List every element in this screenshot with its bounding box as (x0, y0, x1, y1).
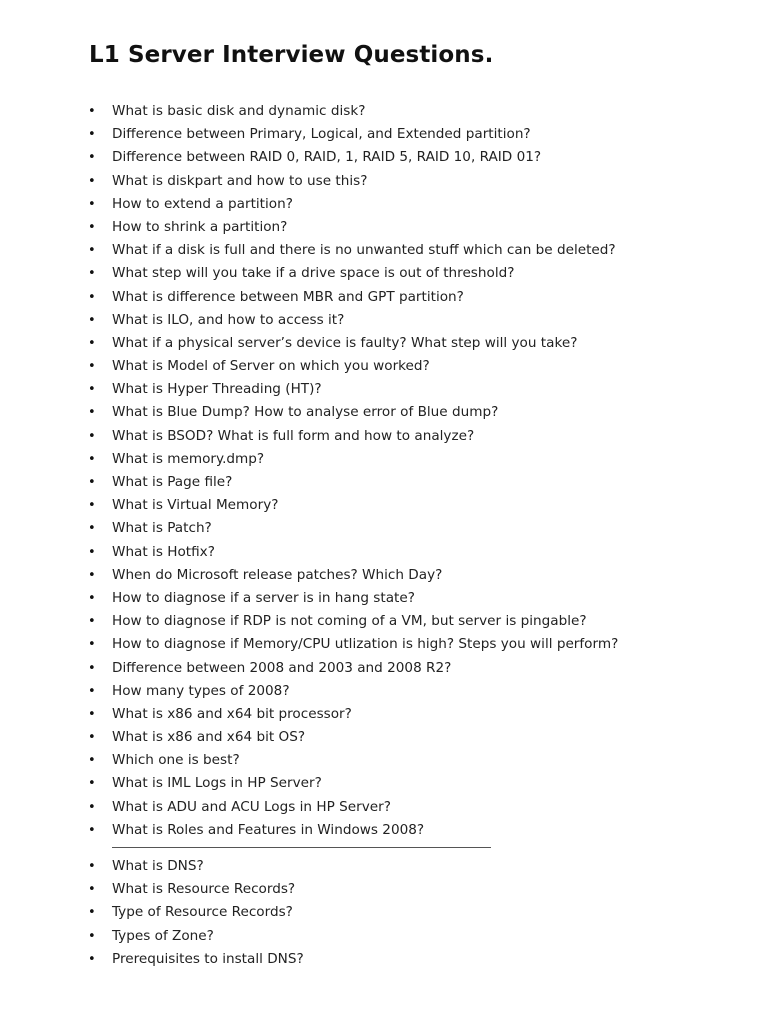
question-text: Type of Resource Records? (112, 904, 293, 921)
question-text: How to diagnose if RDP is not coming of a VM, but server is pingable? (112, 613, 587, 630)
question-text: What if a disk is full and there is no unwanted stuff which can be deleted? (112, 242, 616, 259)
page-title: L1 Server Interview Questions. (89, 42, 494, 68)
question-text: What is x86 and x64 bit processor? (112, 705, 352, 722)
question-text: How to diagnose if Memory/CPU utlization is high? Steps you will perform? (112, 636, 619, 653)
question-text: Difference between 2008 and 2003 and 2008 R2? (112, 659, 452, 676)
bullet-icon: • (88, 753, 96, 769)
bullet-icon: • (88, 799, 96, 815)
bullet-icon: • (88, 822, 96, 838)
bullet-icon: • (88, 567, 96, 583)
bullet-icon: • (88, 150, 96, 166)
bullet-icon: • (88, 359, 96, 375)
bullet-icon: • (88, 475, 96, 490)
question-text: How to extend a partition? (112, 195, 293, 212)
question-text: What step will you take if a drive space is out of threshold? (112, 265, 515, 282)
bullet-icon: • (88, 405, 96, 421)
bullet-icon: • (88, 637, 96, 653)
bullet-icon: • (88, 614, 96, 630)
question-text: Difference between RAID 0, RAID, 1, RAID 5, RAID 10, RAID 01? (112, 149, 542, 166)
bullet-icon: • (88, 104, 96, 119)
bullet-icon: • (88, 243, 96, 259)
bullet-icon: • (88, 951, 96, 967)
bullet-icon: • (88, 683, 96, 699)
bullet-icon: • (88, 428, 96, 444)
bullet-icon: • (88, 706, 96, 722)
question-text: What is Patch? (112, 520, 212, 537)
question-text: What is memory.dmp? (112, 450, 265, 467)
question-text: What is x86 and x64 bit OS? (112, 729, 306, 746)
bullet-icon: • (88, 905, 96, 921)
bullet-icon: • (88, 660, 96, 676)
bullet-icon: • (88, 289, 96, 305)
bullet-icon: • (88, 312, 96, 328)
question-text: How many types of 2008? (112, 682, 290, 699)
bullet-icon: • (88, 928, 96, 944)
question-text: What is IML Logs in HP Server? (112, 775, 322, 792)
bullet-icon: • (88, 451, 96, 467)
question-text: What is diskpart and how to use this? (112, 172, 368, 189)
question-text: What is Blue Dump? How to analyse error of Blue dump? (112, 404, 499, 421)
question-text: What if a physical server’s device is faulty? What step will you take? (112, 334, 578, 351)
question-text: What is Page file? (112, 474, 233, 490)
question-text: What is Model of Server on which you worked? (112, 358, 430, 375)
bullet-icon: • (88, 590, 96, 606)
question-text: What is Resource Records? (112, 881, 296, 898)
question-text: Difference between Primary, Logical, and Extended partition? (112, 126, 531, 143)
bullet-icon: • (88, 335, 96, 351)
bullet-icon: • (88, 498, 96, 514)
bullet-icon: • (88, 776, 96, 792)
bullet-icon: • (88, 219, 96, 235)
question-text: What is basic disk and dynamic disk? (112, 103, 366, 119)
bullet-icon: • (88, 859, 96, 874)
bullet-icon: • (88, 127, 96, 143)
question-text: What is difference between MBR and GPT partition? (112, 288, 464, 305)
question-text: What is BSOD? What is full form and how to analyze? (112, 427, 475, 444)
question-text: How to diagnose if a server is in hang state? (112, 589, 415, 606)
bullet-icon: • (88, 544, 96, 560)
question-text: Prerequisites to install DNS? (112, 950, 304, 967)
section-divider (112, 847, 491, 848)
bullet-icon: • (88, 730, 96, 746)
question-text: How to shrink a partition? (112, 218, 288, 235)
bullet-icon: • (88, 882, 96, 898)
question-text: What is Hyper Threading (HT)? (112, 381, 322, 398)
question-text: What is ILO, and how to access it? (112, 311, 345, 328)
bullet-icon: • (88, 382, 96, 398)
question-text: When do Microsoft release patches? Which Day? (112, 566, 443, 583)
question-text: Types of Zone? (112, 927, 214, 944)
question-text: What is Hotfix? (112, 543, 215, 560)
bullet-icon: • (88, 173, 96, 189)
question-text: Which one is best? (112, 752, 240, 769)
bullet-icon: • (88, 266, 96, 282)
question-text: What is Roles and Features in Windows 2008? (112, 821, 425, 838)
bullet-icon: • (88, 196, 96, 212)
question-text: What is Virtual Memory? (112, 497, 279, 514)
question-text: What is DNS? (112, 858, 204, 874)
question-text: What is ADU and ACU Logs in HP Server? (112, 798, 391, 815)
bullet-icon: • (88, 521, 96, 537)
